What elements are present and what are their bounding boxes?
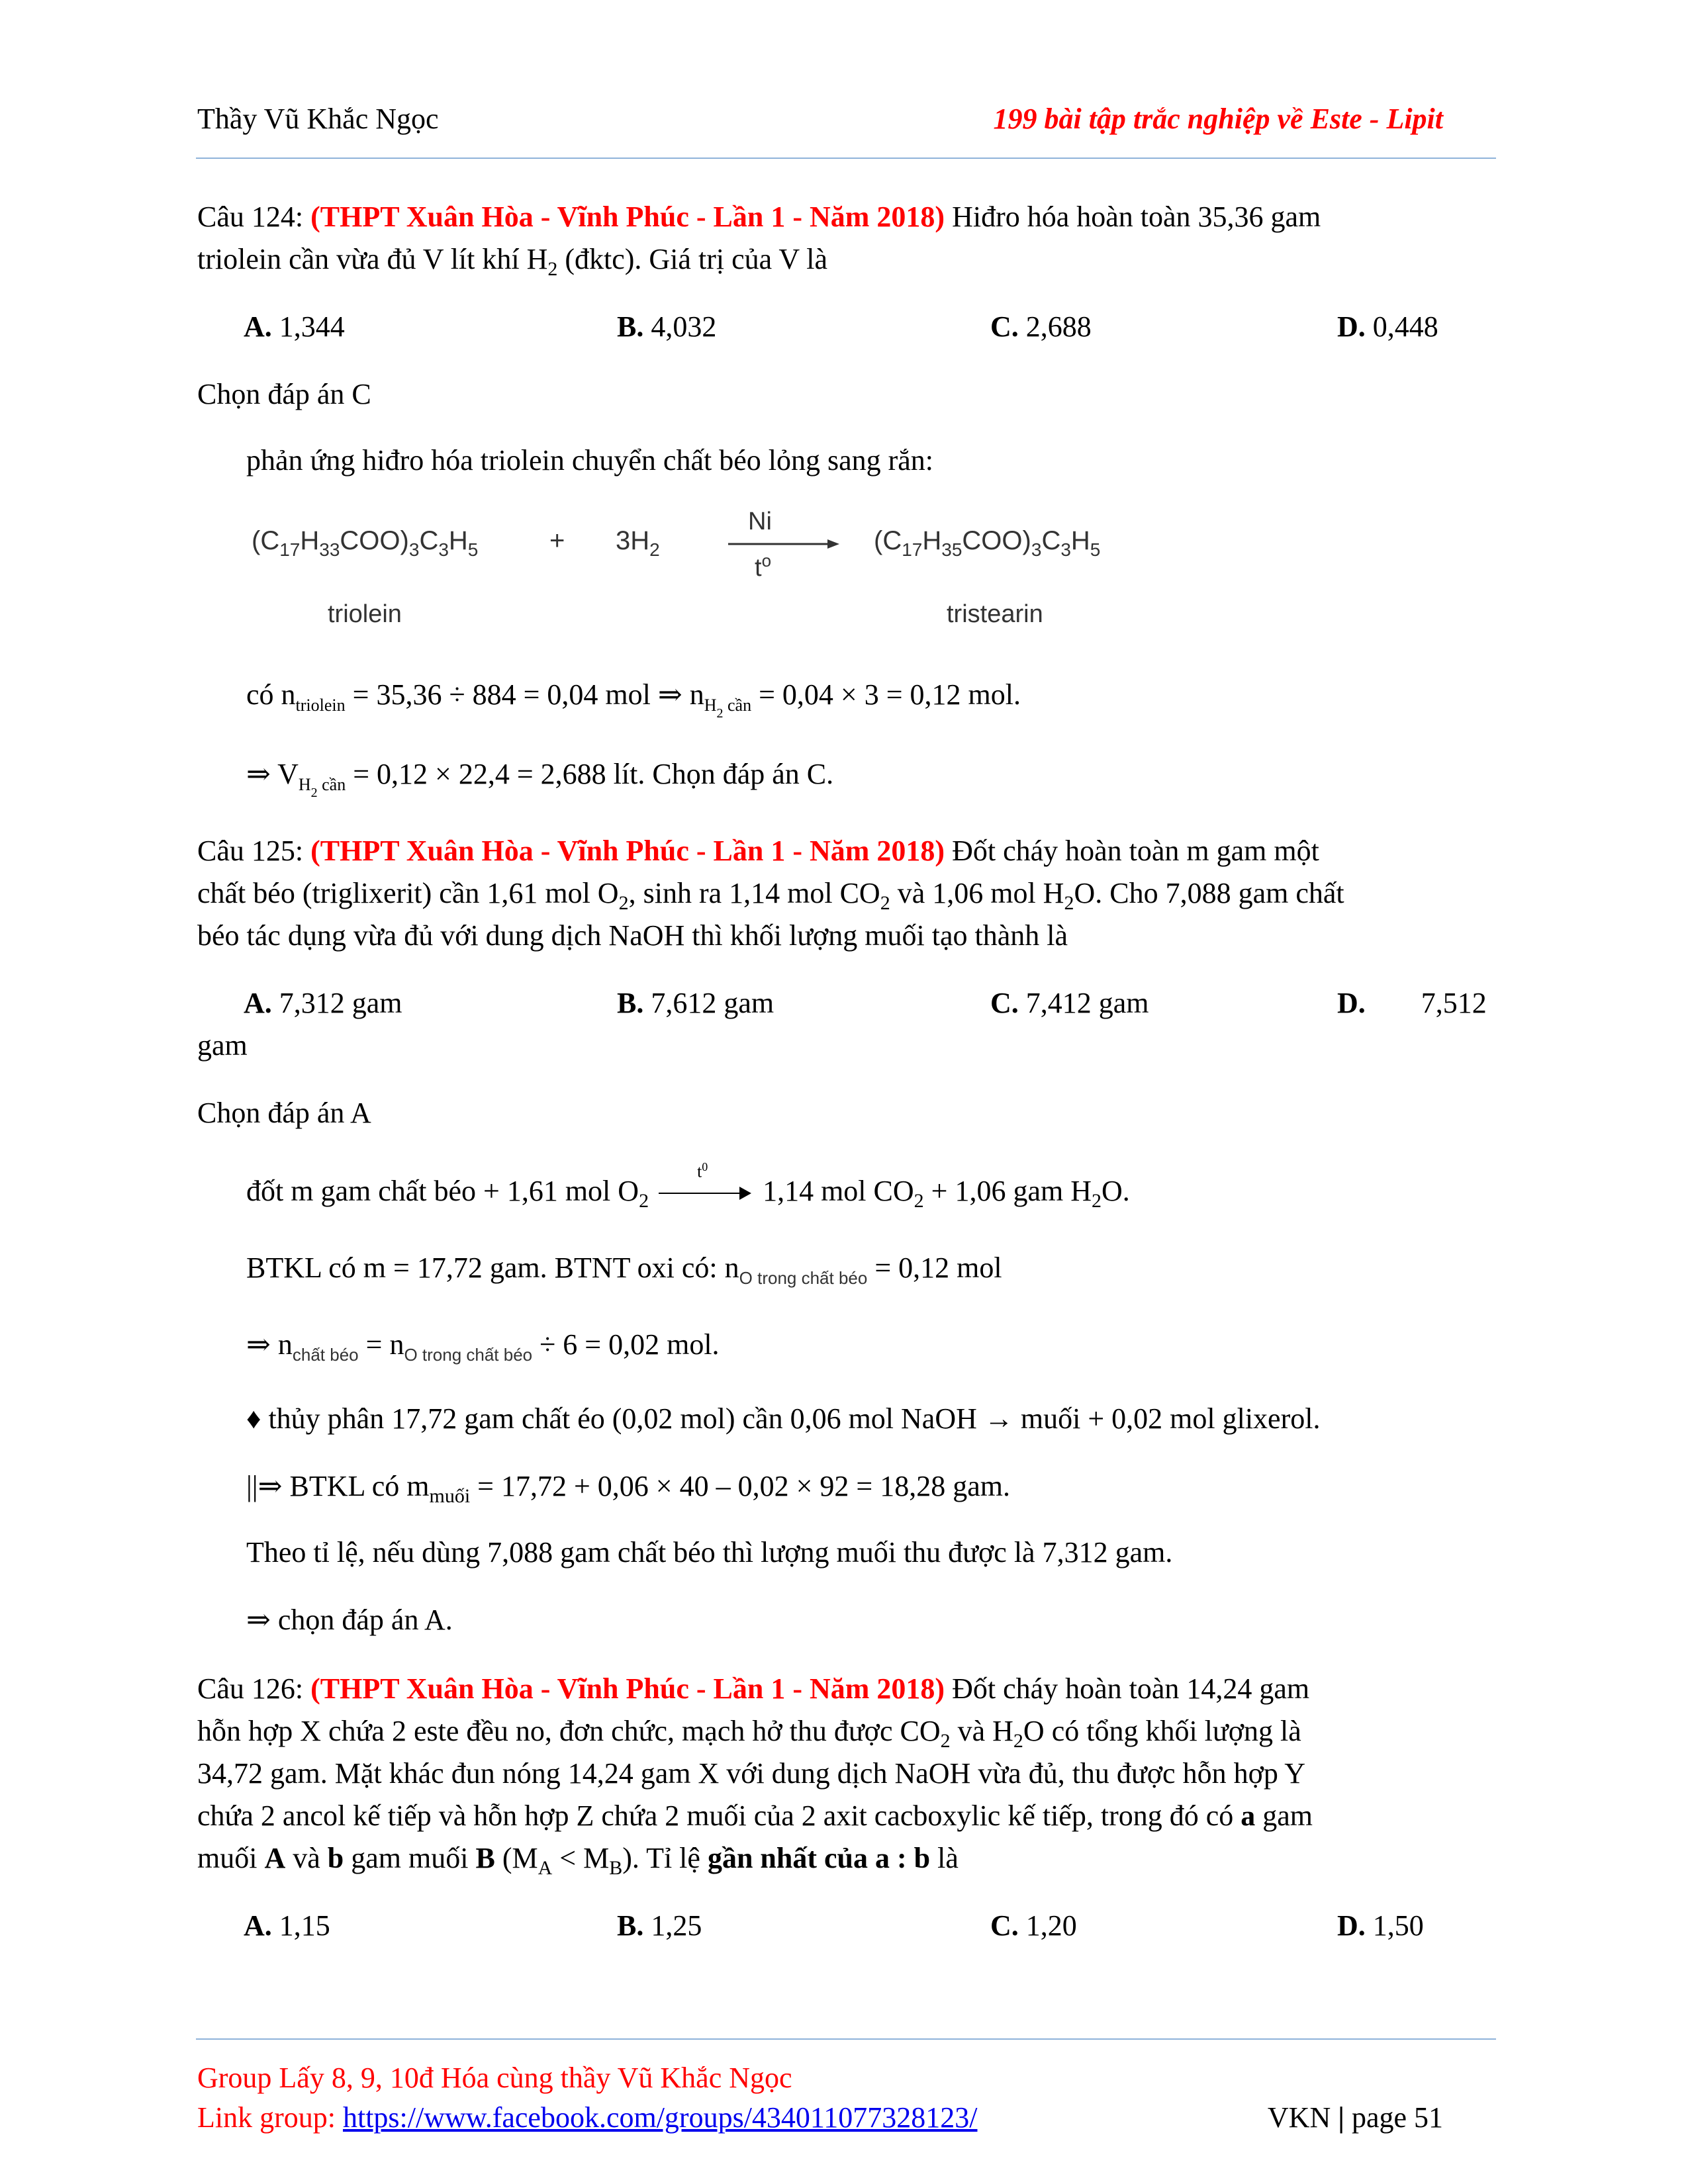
q124-option-d: D. 0,448 [1337,310,1438,343]
q125-label: Câu 125: [197,835,304,867]
q124-solution-3: ⇒ $V_{H_2 cần} = 0,12 \times 22,4 = 2,688$ lít. Chọn đáp án C. [246,758,834,800]
page-number: page 51 [1351,2101,1443,2134]
q126-source: (THPT Xuân Hòa - Vĩnh Phúc - Lần 1 - Năm 2018) [310,1672,945,1705]
q125-answer: Chọn đáp án A [197,1097,371,1129]
q124-text1: Hiđro hóa hoàn toàn 35,36 gam [952,201,1321,233]
q124-label: Câu 124: [197,201,304,233]
footer-link-line [197,2098,978,2138]
reactant-formula: $(C_{17}H_{33}COO)_3C_3H_5$ [252,526,479,560]
q124-option-a: A. 1,344 [244,310,345,343]
q125-solution-7: ⇒ chọn đáp án A. [246,1604,453,1636]
q125-option-b: B. 7,612 gam [617,987,774,1019]
q124-option-b: B. 4,032 [617,310,717,343]
q125-option-c: C. 7,412 gam [990,987,1149,1019]
condition-label: $t^o$ [755,551,772,582]
q124-text2a: triolein cần vừa đủ V lít khí H [197,243,548,275]
header-rule [196,158,1496,159]
reaction-equation [245,503,1185,649]
q126-option-a: A. 1,15 [244,1909,330,1942]
q124-source: (THPT Xuân Hòa - Vĩnh Phúc - Lần 1 - Năm 2018) [310,201,945,233]
reactant-label: triolein [328,600,402,628]
q125-source: (THPT Xuân Hòa - Vĩnh Phúc - Lần 1 - Năm 2018) [310,835,945,867]
q125-solution-5: ||⇒ BTKL có $m_{muối} = 17,72 + 0,06 \times 40 - 0,02 \times 92 = 18,28$ gam. [246,1470,1010,1507]
product-label: tristearin [947,600,1043,628]
arrow-head-icon [827,539,839,549]
q125-line2: chất béo (triglixerit) cần 1,61 mol $O_2$, sinh ra 1,14 mol $CO_2$ và 1,06 mol $H_2O$. Cho 7,088 gam chất [197,877,1344,914]
q124-line1 [197,197,1321,237]
hydrogen-formula: $3H_2$ [616,526,660,560]
q124-solution-1: phản ứng hiđro hóa triolein chuyển chất béo lỏng sang rắn: [246,444,934,477]
catalyst-label: Ni [748,508,772,535]
q126-label: Câu 126: [197,1672,304,1705]
product-formula: $(C_{17}H_{35}COO)_3C_3H_5$ [874,526,1101,560]
plus-sign: + [549,526,565,555]
footer-group: Group Lấy 8, 9, 10đ Hóa cùng thầy Vũ Khắc Ngọc [197,2062,792,2094]
facebook-group-link[interactable]: https://www.facebook.com/groups/434011077328123/ [342,2101,978,2134]
q126-line2: hỗn hợp X chứa 2 este đều no, đơn chức, mạch hở thu được $CO_2$ và $H_2O$ có tổng khối lượng là [197,1715,1301,1752]
header-author: Thầy Vũ Khắc Ngọc [197,103,439,135]
footer-rule [196,2038,1496,2040]
q125-line1: Câu 125: (THPT Xuân Hòa - Vĩnh Phúc - Lần 1 - Năm 2018) Đốt cháy hoàn toàn m gam một [197,835,1319,867]
q125-solution-6: Theo tỉ lệ, nếu dùng 7,088 gam chất béo thì lượng muối thu được là 7,312 gam. [246,1536,1173,1569]
q125-solution-4: ♦ thủy phân 17,72 gam chất éo (0,02 mol) cần 0,06 mol NaOH → muối + 0,02 mol glixerol. [246,1402,1321,1435]
q126-line4: chứa 2 ancol kế tiếp và hỗn hợp Z chứa 2 muối của 2 axit cacboxylic kế tiếp, trong đó có a gam [197,1799,1313,1832]
q126-option-c: C. 1,20 [990,1909,1077,1942]
q126-line5: muối A và b gam muối B $(M_A < M_B)$. Tỉ lệ gần nhất của a : b là [197,1842,959,1879]
q126-line3: 34,72 gam. Mặt khác đun nóng 14,24 gam X với dung dịch NaOH vừa đủ, thu được hỗn hợp Y [197,1757,1305,1790]
heat-arrow: $t^0$ [656,1181,755,1207]
q125-line3: béo tác dụng vừa đủ với dung dịch NaOH thì khối lượng muối tạo thành là [197,919,1068,952]
q124-line2: triolein cần vừa đủ V lít khí $H_2$ (đktc). Giá trị của V là [197,243,828,280]
q125-option-a: A. 7,312 gam [244,987,402,1019]
footer-page: VKN | page 51 [1267,2101,1443,2134]
header-title: 199 bài tập trắc nghiệp về Este - Lipit [993,103,1443,135]
footer-link-label: Link group: [197,2101,336,2134]
q124-text2b: (đktc). Giá trị của V là [565,243,828,275]
q124-answer: Chọn đáp án C [197,378,371,410]
q125-solution-3: ⇒ $n_{chất béo} = n_{O trong chất béo} \div 6 = 0,02$ mol. [246,1328,720,1365]
q125-option-d-cont: gam [197,1029,248,1062]
q125-option-d: D. 7,512 [1337,987,1487,1019]
q124-option-c: C. 2,688 [990,310,1092,343]
q124-solution-2: có $n_{triolein} = 35,36 \div 884 = 0,04$ mol ⇒ $n_{H_2 cần} = 0,04 \times 3 = 0,12$ mol. [246,678,1021,721]
q126-option-b: B. 1,25 [617,1909,702,1942]
q126-line1: Câu 126: (THPT Xuân Hòa - Vĩnh Phúc - Lần 1 - Năm 2018) Đốt cháy hoàn toàn 14,24 gam [197,1672,1310,1705]
q125-solution-2: BTKL có m = 17,72 gam. BTNT oxi có: $n_{O trong chất béo} = 0,12$ mol [246,1251,1002,1288]
q126-option-d: D. 1,50 [1337,1909,1424,1942]
q125-solution-1: đốt m gam chất béo + 1,61 mol $O_2$ $t^0$ 1,14 mol $CO_2 + 1,06$ gam $H_2O$. [246,1160,1130,1212]
